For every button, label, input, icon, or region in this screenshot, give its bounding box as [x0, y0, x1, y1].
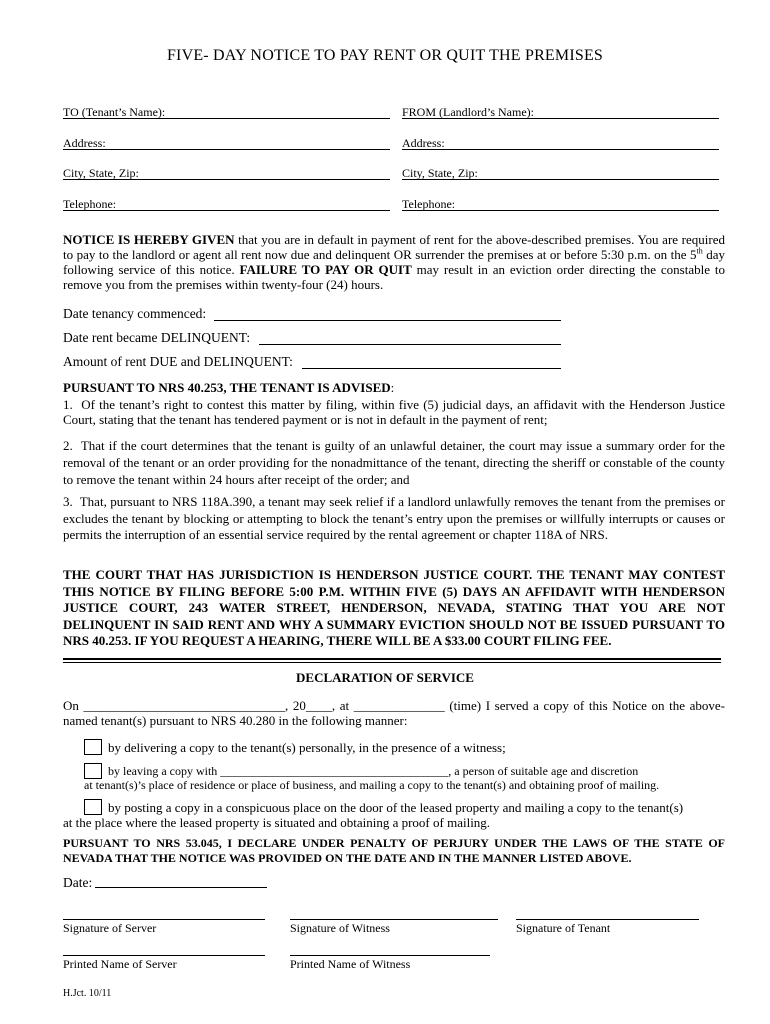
tenant-name-label: TO (Tenant’s Name): [63, 105, 166, 119]
tenant-name-line[interactable] [63, 118, 390, 119]
declaration-heading: DECLARATION OF SERVICE [296, 670, 474, 685]
advised-item-3: 3. That, pursuant to NRS 118A.390, a tenant may seek relief if a landlord unlawfully removes the tenant from the premises or excludes the tenant by blocking or attempting to block the tenant’s entry upon the premises or willfully interrupts or causes or permits the interruption of an essential service required by the rental agreement or chapter 118A of NRS. [63, 494, 725, 542]
advised-heading-text: PURSUANT TO NRS 40.253, THE TENANT IS ADVISED [63, 380, 391, 395]
declaration-on-line: On _______________________________, 20____, at ______________ (time) I served a copy of this Notice on the above-named tenant(s) pursuant to NRS 40.280 in the following manner: [63, 698, 725, 728]
advised-item-2: 2. That if the court determines that the tenant is guilty of an unlawful detainer, the court may issue a summary order for the removal of the tenant or an order providing for the nonadmittance of the tenant, directing the sheriff or constable of the county to remove the tenant within 24 hours after receipt of the order; and [63, 438, 725, 487]
posting-checkbox[interactable] [84, 799, 102, 815]
landlord-name-line[interactable] [402, 118, 719, 119]
tenancy-commenced-label: Date tenancy commenced: [63, 306, 207, 321]
rent-due-line[interactable] [302, 368, 561, 369]
server-printed-label: Printed Name of Server [63, 957, 177, 971]
witness-printed-line[interactable] [290, 955, 490, 956]
advised-item-1: 1. Of the tenant’s right to contest this matter by filing, within five (5) judicial days, an affidavit with the Henderson Justice Court, stating that the tenant has tendered payment or is not in default in the payment of rent; [63, 397, 725, 427]
tenant-address-label: Address: [63, 136, 106, 150]
landlord-city-line[interactable] [402, 179, 719, 180]
notice-text-2: day following service of this notice. [63, 247, 725, 277]
rent-due-label: Amount of rent DUE and DELINQUENT: [63, 354, 293, 369]
court-paragraph: THE COURT THAT HAS JURISDICTION IS HENDERSON JUSTICE COURT. THE TENANT MAY CONTEST THIS NOTICE BY FILING BEFORE 5:00 P.M. WITHIN FIVE (5) DAYS AN AFFIDAVIT WITH HENDERSON JUSTICE COURT, 243 WATER STREET, HENDERSON, NEVADA, STATING THAT YOU ARE NOT DELINQUENT IN SAID RENT AND WHY A SUMMARY EVICTION SHOULD NOT BE ISSUED PURSUANT TO NRS 40.253. IF YOU REQUEST A HEARING, THERE WILL BE A $33.00 COURT FILING FEE. [63, 567, 725, 649]
notice-lead: NOTICE IS HEREBY GIVEN [63, 232, 235, 247]
date-label: Date: [63, 875, 93, 890]
perjury-statement: PURSUANT TO NRS 53.045, I DECLARE UNDER PENALTY OF PERJURY UNDER THE LAWS OF THE STATE OF NEVADA THAT THE NOTICE WAS PROVIDED ON THE DATE AND IN THE MANNER LISTED ABOVE. [63, 836, 725, 865]
divider-thin [63, 662, 721, 663]
notice-text-3: may result in an eviction order directing the constable to remove you from the premises within twenty-four (24) hours. [63, 262, 725, 292]
server-signature-label: Signature of Server [63, 921, 157, 935]
rent-delinquent-label: Date rent became DELINQUENT: [63, 330, 251, 345]
document-title: FIVE- DAY NOTICE TO PAY RENT OR QUIT THE PREMISES [166, 47, 604, 64]
landlord-address-label: Address: [402, 136, 445, 150]
form-code: H.Jct. 10/11 [63, 988, 112, 999]
option-leave-text-2: at tenant(s)’s place of residence or place of business, and mailing a copy to the tenant(s) and obtaining proof of mailing. [84, 778, 660, 792]
witness-signature-line[interactable] [290, 919, 498, 920]
tenant-phone-line[interactable] [63, 210, 390, 211]
date-line[interactable] [95, 887, 267, 888]
divider-thick [63, 658, 721, 660]
tenant-signature-line[interactable] [516, 919, 699, 920]
rent-delinquent-line[interactable] [259, 344, 561, 345]
server-signature-line[interactable] [63, 919, 265, 920]
tenant-city-line[interactable] [63, 179, 390, 180]
notice-bold-2: FAILURE TO PAY OR QUIT [239, 262, 412, 277]
witness-printed-label: Printed Name of Witness [290, 957, 411, 971]
option-deliver-text: by delivering a copy to the tenant(s) personally, in the presence of a witness; [108, 740, 506, 755]
tenant-city-label: City, State, Zip: [63, 166, 139, 180]
advised-heading [63, 380, 725, 395]
landlord-phone-label: Telephone: [402, 197, 456, 211]
leave-copy-checkbox[interactable] [84, 763, 102, 779]
landlord-phone-line[interactable] [402, 210, 719, 211]
option-leave-text: by leaving a copy with ______________________________________, a person of suitable age and discretion [108, 764, 639, 778]
notice-text-1: that you are in default in payment of rent for the above-described premises. You are required to pay to the landlord or agent all rent now due and delinquent OR surrender the premises at or before 5:30 p.m. on the 5 [63, 232, 725, 262]
option-post-text-2: at the place where the leased property is situated and obtaining a proof of mailing. [63, 815, 491, 830]
notice-sup: th [696, 246, 703, 256]
tenancy-commenced-line[interactable] [214, 320, 561, 321]
witness-signature-label: Signature of Witness [290, 921, 390, 935]
landlord-city-label: City, State, Zip: [402, 166, 478, 180]
server-printed-line[interactable] [63, 955, 265, 956]
option-post-text: by posting a copy in a conspicuous place on the door of the leased property and mailing a copy to the tenant(s) [108, 800, 684, 815]
tenant-address-line[interactable] [63, 149, 390, 150]
landlord-name-label: FROM (Landlord’s Name): [402, 105, 534, 119]
notice-paragraph [63, 232, 725, 292]
tenant-phone-label: Telephone: [63, 197, 117, 211]
advised-heading-colon: : [390, 380, 395, 395]
landlord-address-line[interactable] [402, 149, 719, 150]
delivery-checkbox[interactable] [84, 739, 102, 755]
tenant-signature-label: Signature of Tenant [516, 921, 611, 935]
